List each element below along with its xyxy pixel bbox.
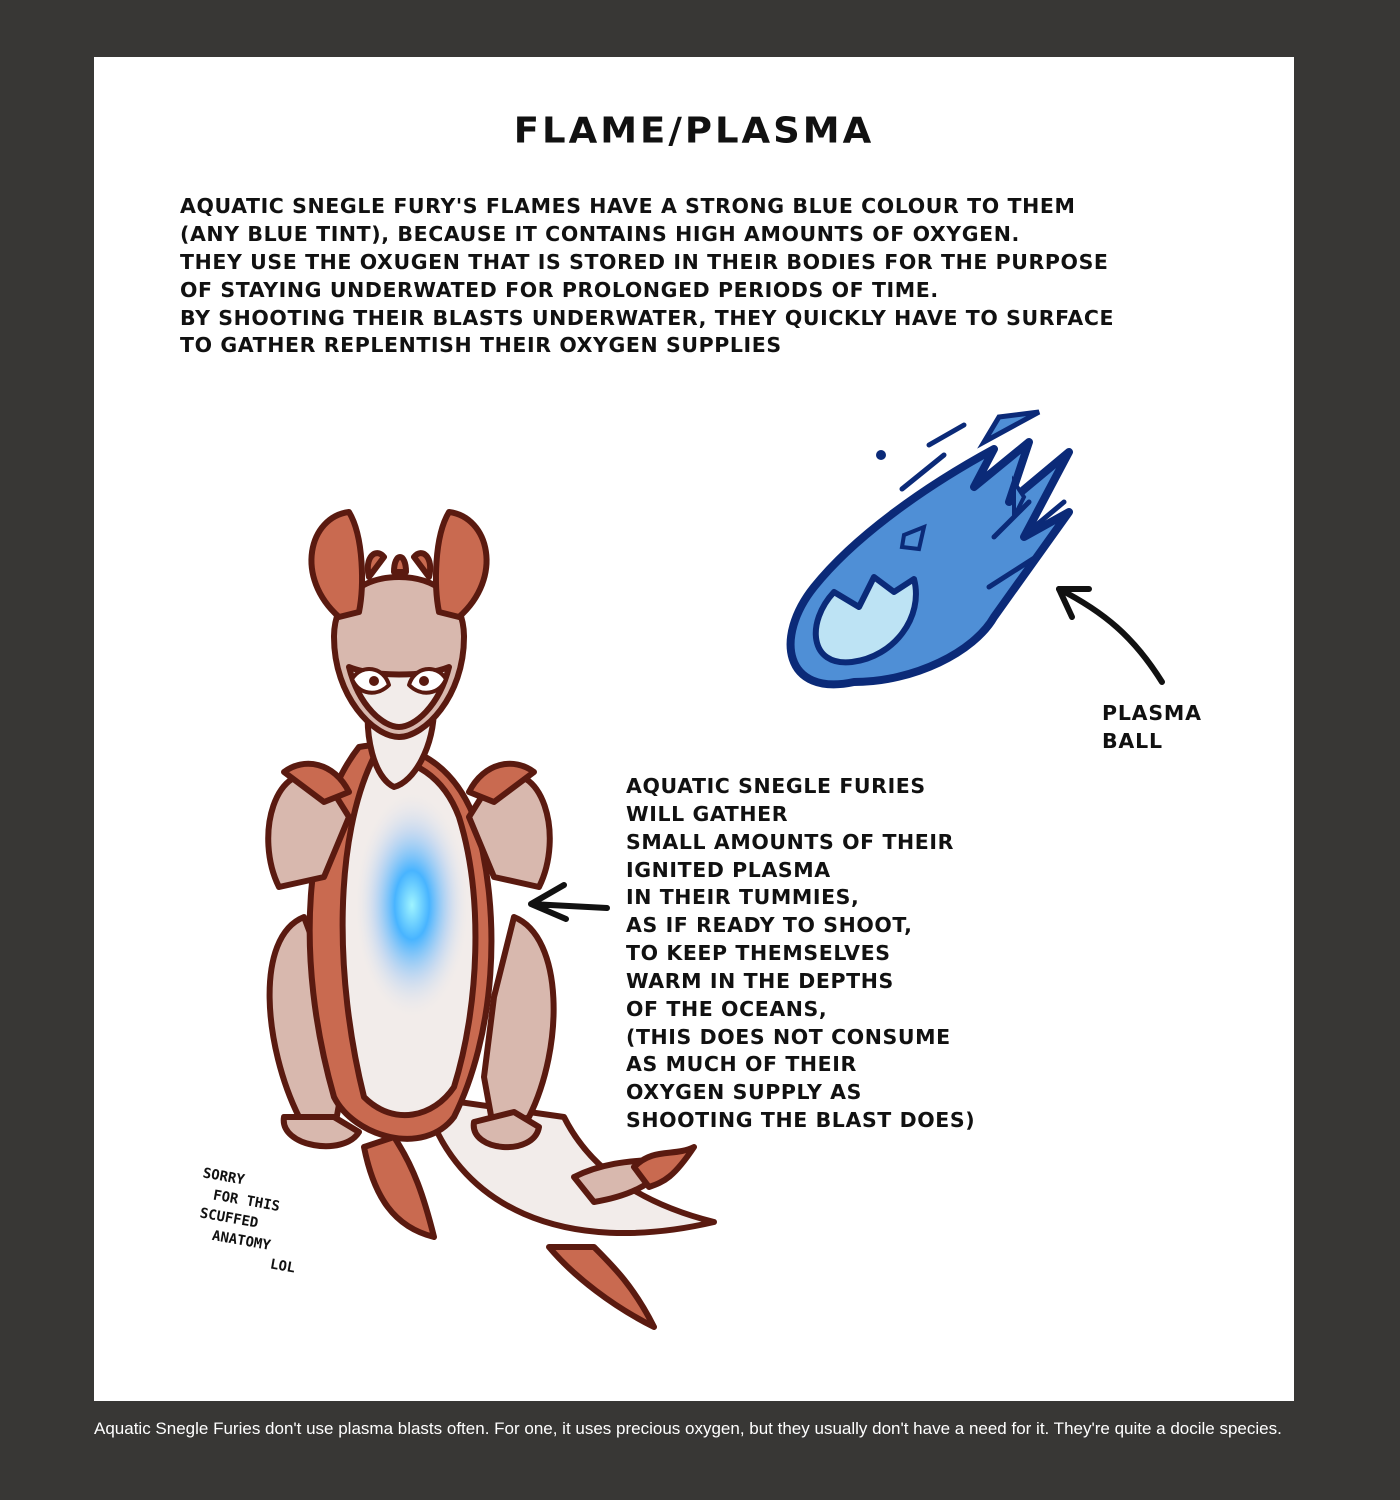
- tummy-note-line: WILL GATHER: [626, 801, 789, 826]
- tummy-note-line: (THIS DOES NOT CONSUME: [626, 1024, 951, 1049]
- intro-line: OF STAYING UNDERWATED FOR PROLONGED PERIODS OF TIME.: [180, 277, 939, 302]
- tummy-note-line: WARM IN THE DEPTHS: [626, 968, 894, 993]
- image-caption: Aquatic Snegle Furies don't use plasma blasts often. For one, it uses precious oxygen, but they usually don't have a need for it. They're quite a docile species.: [94, 1419, 1282, 1438]
- intro-paragraph: [180, 193, 1250, 360]
- plasma-label-line: BALL: [1102, 729, 1163, 753]
- intro-line: TO GATHER REPLENTISH THEIR OXYGEN SUPPLIES: [180, 333, 782, 358]
- tummy-plasma-glow: [354, 790, 470, 1020]
- tummy-note-line: IGNITED PLASMA: [626, 857, 831, 882]
- artwork-image: [94, 57, 1294, 1401]
- handwritten-line: LOL: [268, 1256, 297, 1277]
- tummy-note: [626, 773, 975, 1135]
- tummy-note-line: TO KEEP THEMSELVES: [626, 941, 891, 966]
- handwritten-line: SCUFFED: [198, 1205, 260, 1232]
- intro-line: THEY USE THE OXUGEN THAT IS STORED IN THEIR BODIES FOR THE PURPOSE: [180, 249, 1109, 274]
- tummy-note-line: AS MUCH OF THEIR: [626, 1052, 857, 1077]
- tummy-note-line: SMALL AMOUNTS OF THEIR: [626, 829, 954, 854]
- intro-line: (ANY BLUE TINT), BECAUSE IT CONTAINS HIGH AMOUNTS OF OXYGEN.: [180, 221, 1020, 246]
- arrow-to-tummy: [531, 885, 607, 919]
- plasma-label-line: PLASMA: [1102, 701, 1202, 725]
- handwritten-line: SORRY: [201, 1165, 246, 1189]
- arrow-to-plasma-ball: [1059, 589, 1162, 682]
- tummy-note-line: IN THEIR TUMMIES,: [626, 885, 860, 910]
- handwritten-note: [188, 1165, 310, 1276]
- plasma-ball-illustration: [791, 412, 1069, 684]
- tummy-note-line: OXYGEN SUPPLY AS: [626, 1080, 863, 1105]
- handwritten-line: FOR THIS: [211, 1187, 282, 1215]
- artwork-title: FLAME/PLASMA: [513, 110, 875, 151]
- handwritten-line: ANATOMY: [210, 1227, 272, 1254]
- intro-line: BY SHOOTING THEIR BLASTS UNDERWATER, THEY QUICKLY HAVE TO SURFACE: [180, 305, 1115, 330]
- plasma-ball-label: [1102, 699, 1202, 755]
- tummy-note-line: AS IF READY TO SHOOT,: [626, 913, 913, 938]
- tummy-note-line: SHOOTING THE BLAST DOES): [626, 1108, 976, 1133]
- intro-line: AQUATIC SNEGLE FURY'S FLAMES HAVE A STRONG BLUE COLOUR TO THEM: [180, 194, 1076, 218]
- tummy-note-line: OF THE OCEANS,: [626, 996, 828, 1021]
- tummy-note-line: AQUATIC SNEGLE FURIES: [626, 774, 926, 798]
